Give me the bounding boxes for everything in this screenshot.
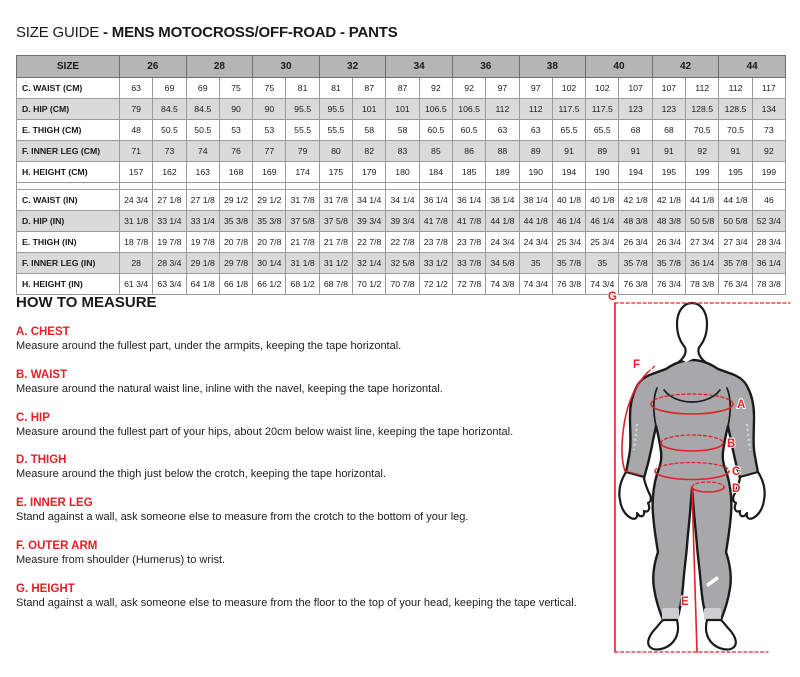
size-value-cell: 63 3/4 [153,274,186,295]
size-value-cell: 33 1/4 [153,211,186,232]
measure-section-inner-leg [16,496,612,525]
size-value-cell: 199 [686,162,719,183]
size-value-cell: 189 [486,162,519,183]
size-value-cell: 79 [120,99,153,120]
figure-label-outer-arm: F [633,359,641,371]
size-value-cell: 36 1/4 [419,190,452,211]
size-value-cell: 61 3/4 [120,274,153,295]
size-header-40: 40 [586,56,653,78]
size-value-cell: 50.5 [153,120,186,141]
size-header-42: 42 [652,56,719,78]
size-value-cell: 134 [752,99,785,120]
size-value-cell: 92 [452,78,485,99]
size-value-cell: 112 [486,99,519,120]
measure-label-chest: A. CHEST [16,326,70,338]
size-value-cell: 76 3/8 [619,274,652,295]
outer-arm-shoulder-dash [648,365,656,372]
figure-label-inner-leg: E [681,596,689,608]
size-header-36: 36 [452,56,519,78]
size-value-cell: 107 [619,78,652,99]
measure-section-height [16,582,612,611]
size-value-cell: 112 [686,78,719,99]
size-value-cell: 50.5 [186,120,219,141]
size-value-cell: 28 3/4 [153,253,186,274]
size-value-cell: 66 1/2 [253,274,286,295]
measurement-figure-diagram [596,288,798,673]
size-value-cell: 91 [552,141,585,162]
size-value-cell: 27 3/4 [719,232,752,253]
size-value-cell: 55.5 [286,120,319,141]
page-title-rest: - MENS MOTOCROSS/OFF-ROAD - PANTS [103,24,398,41]
size-value-cell: 29 1/8 [186,253,219,274]
size-value-cell: 31 1/8 [286,253,319,274]
size-value-cell: 53 [219,120,252,141]
size-value-cell: 35 [586,253,619,274]
size-value-cell: 89 [586,141,619,162]
size-value-cell: 168 [219,162,252,183]
size-value-cell: 81 [319,78,352,99]
size-value-cell: 74 [186,141,219,162]
how-to-measure-heading: HOW TO MEASURE [16,294,157,311]
size-value-cell: 91 [719,141,752,162]
size-header-44: 44 [719,56,786,78]
size-value-cell: 72 1/2 [419,274,452,295]
size-value-cell: 48 [120,120,153,141]
size-value-cell: 92 [686,141,719,162]
size-value-cell: 106.5 [419,99,452,120]
size-value-cell: 27 1/8 [153,190,186,211]
measure-label-waist: B. WAIST [16,368,68,381]
size-value-cell: 76 3/4 [652,274,685,295]
size-value-cell: 95.5 [286,99,319,120]
size-value-cell: 74 3/4 [586,274,619,295]
size-value-cell: 31 1/2 [319,253,352,274]
size-value-cell: 71 [120,141,153,162]
measure-section-hip [16,411,612,440]
size-table [16,55,786,295]
table-row-cm-1 [17,99,786,120]
size-value-cell: 44 1/8 [719,190,752,211]
size-value-cell: 58 [353,120,386,141]
measure-text-chest: Measure around the fullest part, under the armpits, keeping the tape horizontal. [16,340,402,353]
size-value-cell: 41 7/8 [419,211,452,232]
size-value-cell: 95.5 [319,99,352,120]
size-value-cell: 76 3/4 [719,274,752,295]
size-value-cell: 102 [552,78,585,99]
size-value-cell: 91 [652,141,685,162]
size-value-cell: 70 1/2 [353,274,386,295]
row-label: H. HEIGHT (IN) [17,274,120,295]
size-value-cell: 117 [752,78,785,99]
size-value-cell: 65.5 [586,120,619,141]
size-value-cell: 73 [752,120,785,141]
size-value-cell: 66 1/8 [219,274,252,295]
size-header-38: 38 [519,56,586,78]
measure-label-height: G. HEIGHT [16,582,75,595]
size-value-cell: 35 7/8 [719,253,752,274]
size-value-cell: 74 3/8 [486,274,519,295]
size-value-cell: 35 [519,253,552,274]
size-value-cell: 195 [652,162,685,183]
size-value-cell: 28 [120,253,153,274]
left-foot [648,620,678,649]
size-value-cell: 97 [519,78,552,99]
size-value-cell: 53 [253,120,286,141]
size-value-cell: 123 [619,99,652,120]
measure-text-inner-leg: Stand against a wall, ask someone else to measure from the crotch to the bottom of your leg. [16,511,469,524]
size-value-cell: 63 [120,78,153,99]
size-header-32: 32 [319,56,386,78]
measure-section-thigh [16,453,612,482]
size-value-cell: 46 1/4 [586,211,619,232]
size-value-cell: 35 3/8 [253,211,286,232]
size-value-cell: 77 [253,141,286,162]
measure-text-waist: Measure around the natural waist line, inline with the navel, keeping the tape horizontal. [16,382,443,395]
right-hand [733,472,764,519]
size-value-cell: 72 7/8 [452,274,485,295]
size-value-cell: 34 5/8 [486,253,519,274]
table-row-cm-4 [17,162,786,183]
size-value-cell: 21 7/8 [319,232,352,253]
size-value-cell: 87 [353,78,386,99]
size-value-cell: 78 3/8 [752,274,785,295]
row-label: C. WAIST (IN) [17,190,120,211]
size-value-cell: 39 3/4 [386,211,419,232]
size-value-cell: 25 3/4 [586,232,619,253]
size-value-cell: 29 1/2 [219,190,252,211]
size-value-cell: 117.5 [552,99,585,120]
size-value-cell: 101 [353,99,386,120]
size-value-cell: 19 7/8 [153,232,186,253]
size-value-cell: 36 1/4 [752,253,785,274]
size-value-cell: 70.5 [686,120,719,141]
size-value-cell: 101 [386,99,419,120]
size-value-cell: 76 [219,141,252,162]
measure-label-outer-arm: F. OUTER ARM [16,539,98,552]
size-value-cell: 31 7/8 [319,190,352,211]
size-value-cell: 75 [253,78,286,99]
row-label: D. HIP (CM) [17,99,120,120]
size-value-cell: 97 [486,78,519,99]
size-value-cell: 87 [386,78,419,99]
size-value-cell: 190 [519,162,552,183]
table-row-cm-3 [17,141,786,162]
figure-label-hip: C [732,466,741,478]
table-row-in-3 [17,253,786,274]
how-to-measure-block [16,294,612,624]
size-value-cell: 32 5/8 [386,253,419,274]
size-value-cell: 162 [153,162,186,183]
size-value-cell: 40 1/8 [552,190,585,211]
size-value-cell: 123 [652,99,685,120]
size-value-cell: 50 5/8 [686,211,719,232]
size-value-cell: 185 [452,162,485,183]
table-spacer-row [17,183,786,190]
row-label: D. HIP (IN) [17,211,120,232]
size-value-cell: 37 5/8 [286,211,319,232]
size-value-cell: 63 [519,120,552,141]
size-value-cell: 38 1/4 [519,190,552,211]
size-value-cell: 29 1/2 [253,190,286,211]
size-value-cell: 86 [452,141,485,162]
size-value-cell: 35 3/8 [219,211,252,232]
size-value-cell: 195 [719,162,752,183]
size-value-cell: 89 [519,141,552,162]
size-value-cell: 85 [419,141,452,162]
measure-text-thigh: Measure around the thigh just below the crotch, keeping the tape horizontal. [16,468,386,481]
size-value-cell: 29 7/8 [219,253,252,274]
size-value-cell: 68 [652,120,685,141]
size-value-cell: 41 7/8 [452,211,485,232]
size-value-cell: 35 7/8 [619,253,652,274]
size-corner-header: SIZE [17,56,120,78]
size-value-cell: 128.5 [719,99,752,120]
size-value-cell: 91 [619,141,652,162]
measure-section-outer-arm [16,539,612,568]
size-value-cell: 63 [486,120,519,141]
size-value-cell: 31 1/8 [120,211,153,232]
page-title [16,24,398,41]
size-value-cell: 69 [153,78,186,99]
measure-label-hip: C. HIP [16,411,50,424]
size-value-cell: 84.5 [153,99,186,120]
measure-section-waist [16,368,612,397]
size-value-cell: 169 [253,162,286,183]
size-value-cell: 37 5/8 [319,211,352,232]
size-value-cell: 106.5 [452,99,485,120]
size-value-cell: 65.5 [552,120,585,141]
page-title-prefix: SIZE GUIDE [16,24,100,41]
size-value-cell: 18 7/8 [120,232,153,253]
size-value-cell: 27 3/4 [686,232,719,253]
size-value-cell: 39 3/4 [353,211,386,232]
size-table-header-row [17,56,786,78]
size-value-cell: 64 1/8 [186,274,219,295]
size-value-cell: 31 7/8 [286,190,319,211]
size-value-cell: 90 [219,99,252,120]
size-value-cell: 174 [286,162,319,183]
table-row-cm-0 [17,78,786,99]
size-value-cell: 117.5 [586,99,619,120]
measure-label-thigh: D. THIGH [16,454,67,467]
size-value-cell: 60.5 [419,120,452,141]
size-value-cell: 68 7/8 [319,274,352,295]
size-value-cell: 33 7/8 [452,253,485,274]
size-value-cell: 128.5 [686,99,719,120]
table-row-cm-2 [17,120,786,141]
size-header-26: 26 [120,56,187,78]
size-value-cell: 58 [386,120,419,141]
figure-label-thigh: D [732,483,741,495]
size-value-cell: 44 1/8 [486,211,519,232]
size-value-cell: 74 3/4 [519,274,552,295]
measure-text-hip: Measure around the fullest part of your hips, about 20cm below waist line, keeping the tape horizontal. [16,425,514,438]
right-foot [706,620,736,649]
size-value-cell: 25 3/4 [552,232,585,253]
size-value-cell: 44 1/8 [686,190,719,211]
size-value-cell: 75 [219,78,252,99]
size-value-cell: 76 3/8 [552,274,585,295]
size-value-cell: 83 [386,141,419,162]
left-hand [619,472,650,519]
size-value-cell: 42 1/8 [652,190,685,211]
size-value-cell: 199 [752,162,785,183]
size-value-cell: 33 1/2 [419,253,452,274]
size-value-cell: 92 [752,141,785,162]
size-value-cell: 112 [519,99,552,120]
row-label: E. THIGH (CM) [17,120,120,141]
size-value-cell: 180 [386,162,419,183]
size-value-cell: 73 [153,141,186,162]
left-sock [662,608,679,620]
size-value-cell: 90 [253,99,286,120]
size-value-cell: 80 [319,141,352,162]
size-value-cell: 190 [586,162,619,183]
size-value-cell: 60.5 [452,120,485,141]
size-value-cell: 84.5 [186,99,219,120]
size-value-cell: 19 7/8 [186,232,219,253]
size-value-cell: 28 3/4 [752,232,785,253]
size-value-cell: 194 [619,162,652,183]
size-value-cell: 70 7/8 [386,274,419,295]
size-value-cell: 48 3/8 [619,211,652,232]
size-value-cell: 179 [353,162,386,183]
size-value-cell: 20 7/8 [253,232,286,253]
size-value-cell: 24 3/4 [486,232,519,253]
row-label: F. INNER LEG (IN) [17,253,120,274]
size-value-cell: 21 7/8 [286,232,319,253]
size-value-cell: 78 3/8 [686,274,719,295]
table-row-in-2 [17,232,786,253]
measure-section-chest [16,325,612,354]
size-value-cell: 23 7/8 [452,232,485,253]
size-value-cell: 36 1/4 [686,253,719,274]
size-value-cell: 36 1/4 [452,190,485,211]
size-value-cell: 82 [353,141,386,162]
right-sock [704,608,721,620]
row-label: C. WAIST (CM) [17,78,120,99]
size-value-cell: 88 [486,141,519,162]
size-value-cell: 24 3/4 [120,190,153,211]
size-value-cell: 38 1/4 [486,190,519,211]
size-value-cell: 184 [419,162,452,183]
size-value-cell: 23 7/8 [419,232,452,253]
size-value-cell: 92 [419,78,452,99]
measure-label-inner-leg: E. INNER LEG [16,497,93,510]
measure-text-outer-arm: Measure from shoulder (Humerus) to wrist. [16,553,226,566]
size-value-cell: 102 [586,78,619,99]
figure-label-chest: A [737,399,746,411]
size-value-cell: 68 [619,120,652,141]
size-value-cell: 33 1/4 [186,211,219,232]
size-value-cell: 50 5/8 [719,211,752,232]
size-value-cell: 112 [719,78,752,99]
measure-text-height: Stand against a wall, ask someone else to measure from the floor to the top of your head, keeping the tape vertical. [16,596,577,609]
size-value-cell: 27 1/8 [186,190,219,211]
size-value-cell: 81 [286,78,319,99]
size-value-cell: 69 [186,78,219,99]
size-value-cell: 34 1/4 [386,190,419,211]
size-value-cell: 35 7/8 [652,253,685,274]
size-header-28: 28 [186,56,253,78]
size-value-cell: 46 [752,190,785,211]
size-value-cell: 26 3/4 [652,232,685,253]
size-value-cell: 40 1/8 [586,190,619,211]
size-value-cell: 107 [652,78,685,99]
size-value-cell: 35 7/8 [552,253,585,274]
size-value-cell: 55.5 [319,120,352,141]
size-value-cell: 48 3/8 [652,211,685,232]
size-value-cell: 22 7/8 [386,232,419,253]
size-value-cell: 157 [120,162,153,183]
size-value-cell: 44 1/8 [519,211,552,232]
size-value-cell: 24 3/4 [519,232,552,253]
size-value-cell: 30 1/4 [253,253,286,274]
body-silhouette [619,303,764,649]
size-value-cell: 194 [552,162,585,183]
table-row-in-1 [17,211,786,232]
size-value-cell: 70.5 [719,120,752,141]
size-value-cell: 79 [286,141,319,162]
table-row-in-0 [17,190,786,211]
row-label: E. THIGH (IN) [17,232,120,253]
size-value-cell: 68 1/2 [286,274,319,295]
size-value-cell: 34 1/4 [353,190,386,211]
figure-label-waist: B [727,438,736,450]
size-value-cell: 163 [186,162,219,183]
size-value-cell: 42 1/8 [619,190,652,211]
size-value-cell: 26 3/4 [619,232,652,253]
size-header-34: 34 [386,56,453,78]
row-label: H. HEIGHT (CM) [17,162,120,183]
size-value-cell: 32 1/4 [353,253,386,274]
size-value-cell: 46 1/4 [552,211,585,232]
row-label: F. INNER LEG (CM) [17,141,120,162]
size-value-cell: 20 7/8 [219,232,252,253]
size-header-30: 30 [253,56,320,78]
figure-label-height: G [608,291,617,303]
size-value-cell: 22 7/8 [353,232,386,253]
size-value-cell: 175 [319,162,352,183]
size-value-cell: 52 3/4 [752,211,785,232]
